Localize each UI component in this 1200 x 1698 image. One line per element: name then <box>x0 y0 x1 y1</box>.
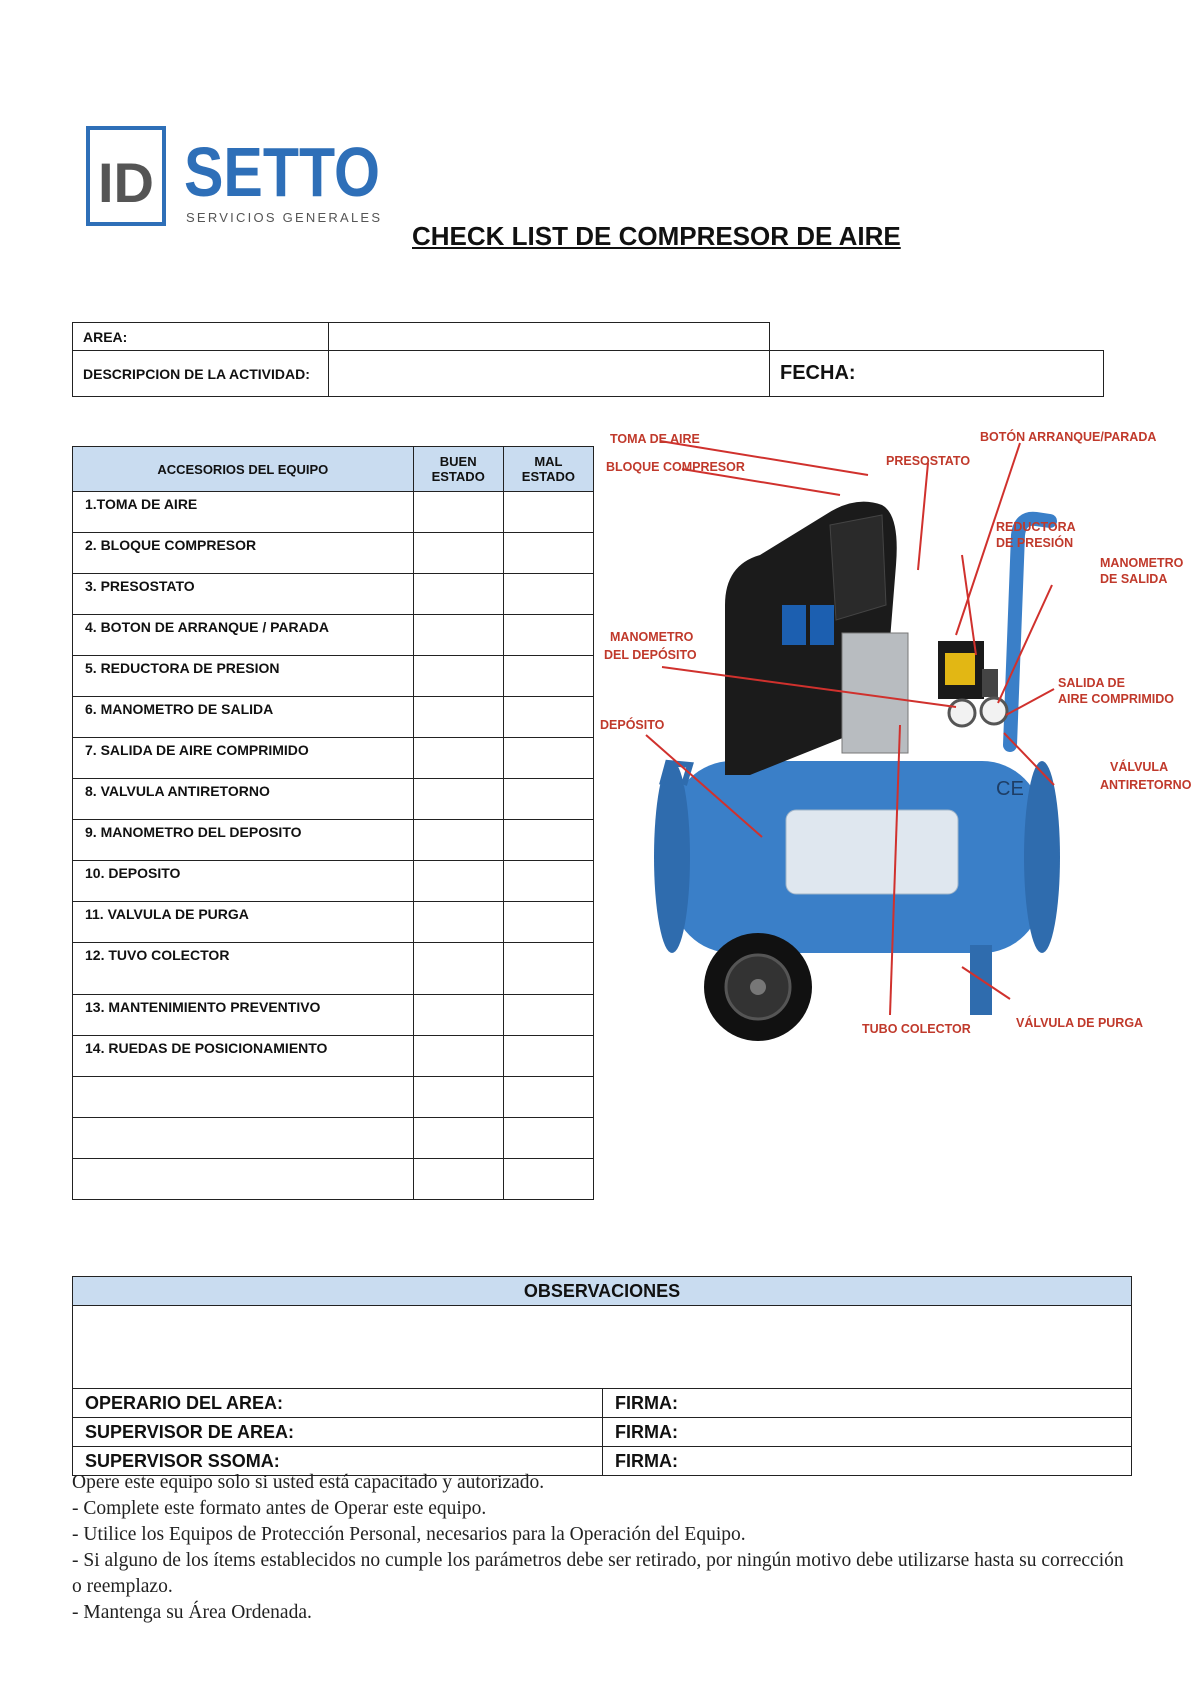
checkbox-bad[interactable] <box>503 656 593 697</box>
checklist-item-label <box>73 1159 414 1200</box>
checkbox-bad[interactable] <box>503 1118 593 1159</box>
checkbox-good[interactable] <box>413 820 503 861</box>
checklist-item-label: 14. RUEDAS DE POSICIONAMIENTO <box>73 1036 414 1077</box>
checklist-item-label <box>73 1077 414 1118</box>
label-manometro-deposito-1: MANOMETRO <box>610 630 694 644</box>
note-line: - Complete este formato antes de Operar este equipo. <box>72 1498 487 1519</box>
checklist-table <box>72 446 594 1200</box>
checklist-item-label: 5. REDUCTORA DE PRESION <box>73 656 414 697</box>
tank-label-plate <box>786 810 958 894</box>
checklist-row <box>73 615 594 656</box>
checklist-row <box>73 697 594 738</box>
checkbox-good[interactable] <box>413 533 503 574</box>
checkbox-bad[interactable] <box>503 820 593 861</box>
label-manometro-salida-1: MANOMETRO <box>1100 556 1184 570</box>
label-boton: BOTÓN ARRANQUE/PARADA <box>980 430 1157 444</box>
checkbox-good[interactable] <box>413 1118 503 1159</box>
compressor-diagram <box>600 430 1192 1115</box>
checkbox-good[interactable] <box>413 697 503 738</box>
checkbox-bad[interactable] <box>503 1159 593 1200</box>
label-manometro-deposito-2: DEL DEPÓSITO <box>604 648 697 662</box>
label-valvula-anti-1: VÁLVULA <box>1110 760 1169 774</box>
checklist-body <box>73 492 594 1200</box>
checkbox-good[interactable] <box>413 656 503 697</box>
checkbox-bad[interactable] <box>503 738 593 779</box>
label-presostato: PRESOSTATO <box>886 454 971 468</box>
checklist-item-label: 3. PRESOSTATO <box>73 574 414 615</box>
checklist-row <box>73 861 594 902</box>
checklist-row <box>73 574 594 615</box>
ce-mark: CE <box>996 778 1024 800</box>
checklist-item-label <box>73 1118 414 1159</box>
checklist-item-label: 1.TOMA DE AIRE <box>73 492 414 533</box>
logo-brand-name: SETTO <box>184 133 380 211</box>
logo-subtitle: SERVICIOS GENERALES <box>186 210 380 225</box>
label-tubo-colector: TUBO COLECTOR <box>862 1022 971 1036</box>
checkbox-good[interactable] <box>413 779 503 820</box>
label-deposito: DEPÓSITO <box>600 718 665 732</box>
checkbox-good[interactable] <box>413 995 503 1036</box>
area-field[interactable] <box>329 323 770 351</box>
checkbox-bad[interactable] <box>503 697 593 738</box>
label-manometro-salida-2: DE SALIDA <box>1100 572 1168 586</box>
checklist-row <box>73 1118 594 1159</box>
observations-table <box>72 1276 1132 1476</box>
label-bloque-compresor: BLOQUE COMPRESOR <box>606 460 745 474</box>
checkbox-good[interactable] <box>413 615 503 656</box>
column-header-good: BUEN ESTADO <box>413 447 503 492</box>
observations-field[interactable] <box>73 1306 1132 1389</box>
checkbox-bad[interactable] <box>503 1077 593 1118</box>
checklist-row <box>73 656 594 697</box>
checklist-row <box>73 1077 594 1118</box>
checkbox-bad[interactable] <box>503 574 593 615</box>
checklist-item-label: 2. BLOQUE COMPRESOR <box>73 533 414 574</box>
checklist-row <box>73 492 594 533</box>
label-valvula-purga: VÁLVULA DE PURGA <box>1016 1016 1144 1030</box>
checklist-row <box>73 820 594 861</box>
checkbox-good[interactable] <box>413 861 503 902</box>
checkbox-bad[interactable] <box>503 533 593 574</box>
label-toma-aire: TOMA DE AIRE <box>610 432 700 446</box>
area-label: AREA: <box>73 323 329 351</box>
checkbox-good[interactable] <box>413 1077 503 1118</box>
checklist-item-label: 11. VALVULA DE PURGA <box>73 902 414 943</box>
column-header-accessories: ACCESORIOS DEL EQUIPO <box>73 447 414 492</box>
checkbox-bad[interactable] <box>503 1036 593 1077</box>
checklist-item-label: 4. BOTON DE ARRANQUE / PARADA <box>73 615 414 656</box>
checkbox-bad[interactable] <box>503 779 593 820</box>
checklist-item-label: 13. MANTENIMIENTO PREVENTIVO <box>73 995 414 1036</box>
checkbox-good[interactable] <box>413 1036 503 1077</box>
tank-left-cap <box>654 761 690 953</box>
checkbox-bad[interactable] <box>503 615 593 656</box>
document-title: CHECK LIST DE COMPRESOR DE AIRE <box>412 221 901 251</box>
signature-role-operario: OPERARIO DEL AREA: <box>73 1389 603 1418</box>
checklist-item-label: 6. MANOMETRO DE SALIDA <box>73 697 414 738</box>
checklist-item-label: 7. SALIDA DE AIRE COMPRIMIDO <box>73 738 414 779</box>
checkbox-good[interactable] <box>413 492 503 533</box>
checklist-item-label: 10. DEPOSITO <box>73 861 414 902</box>
fan-grill <box>830 515 886 620</box>
description-field[interactable] <box>329 351 770 397</box>
note-line: - Utilice los Equipos de Protección Personal, necesarios para la Operación del Equipo. <box>72 1524 746 1545</box>
observations-title: OBSERVACIONES <box>73 1277 1132 1306</box>
pressure-switch-label <box>945 653 975 685</box>
checklist-row <box>73 1036 594 1077</box>
checklist-row <box>73 779 594 820</box>
signature-role-supervisor-area: SUPERVISOR DE AREA: <box>73 1418 603 1447</box>
label-reductora-2: DE PRESIÓN <box>996 536 1074 550</box>
checklist-row <box>73 533 594 574</box>
checkbox-good[interactable] <box>413 943 503 995</box>
checkbox-bad[interactable] <box>503 492 593 533</box>
label-salida-aire-2: AIRE COMPRIMIDO <box>1058 692 1174 706</box>
logo-mark: ID <box>98 151 154 214</box>
note-line: Opere este equipo solo si usted está capacitado y autorizado. <box>72 1472 545 1493</box>
outlet-gauge <box>981 698 1007 724</box>
label-salida-aire-1: SALIDA DE <box>1058 676 1125 690</box>
signature-role-supervisor-ssoma: SUPERVISOR SSOMA: <box>73 1447 603 1476</box>
label-valvula-anti-2: ANTIRETORNO <box>1100 778 1192 792</box>
checkbox-good[interactable] <box>413 902 503 943</box>
header-empty-cell <box>770 323 1104 351</box>
fecha-label[interactable]: FECHA: <box>770 351 1104 397</box>
signature-firma-supervisor-ssoma[interactable]: FIRMA: <box>603 1447 1132 1476</box>
checkbox-good[interactable] <box>413 574 503 615</box>
tank-gauge <box>949 700 975 726</box>
checkbox-bad[interactable] <box>503 861 593 902</box>
wheel-axle <box>750 979 766 995</box>
note-line: - Mantenga su Área Ordenada. <box>72 1602 312 1623</box>
header-table <box>72 322 1104 397</box>
checkbox-good[interactable] <box>413 738 503 779</box>
checklist-row <box>73 1159 594 1200</box>
signature-firma-supervisor-area[interactable]: FIRMA: <box>603 1418 1132 1447</box>
checkbox-bad[interactable] <box>503 995 593 1036</box>
checklist-item-label: 9. MANOMETRO DEL DEPOSITO <box>73 820 414 861</box>
tank-right-cap <box>1024 761 1060 953</box>
checklist-item-label: 12. TUVO COLECTOR <box>73 943 414 995</box>
checklist-row <box>73 902 594 943</box>
warning-sticker-1 <box>782 605 806 645</box>
signature-firma-operario[interactable]: FIRMA: <box>603 1389 1132 1418</box>
pressure-reducer <box>982 669 998 697</box>
setto-logo <box>86 124 386 234</box>
checklist-row <box>73 995 594 1036</box>
instructions-notes <box>72 1470 1132 1626</box>
checkbox-good[interactable] <box>413 1159 503 1200</box>
checklist-row <box>73 943 594 995</box>
label-reductora-1: REDUCTORA <box>996 520 1076 534</box>
description-label: DESCRIPCION DE LA ACTIVIDAD: <box>73 351 329 397</box>
checklist-item-label: 8. VALVULA ANTIRETORNO <box>73 779 414 820</box>
checklist-row <box>73 738 594 779</box>
warning-sticker-2 <box>810 605 834 645</box>
column-header-bad: MAL ESTADO <box>503 447 593 492</box>
checkbox-bad[interactable] <box>503 902 593 943</box>
note-line: - Si alguno de los ítems establecidos no cumple los parámetros debe ser retirado, por ningún motivo debe utilizarse hasta su corrección o reemplazo. <box>72 1550 1124 1597</box>
checkbox-bad[interactable] <box>503 943 593 995</box>
